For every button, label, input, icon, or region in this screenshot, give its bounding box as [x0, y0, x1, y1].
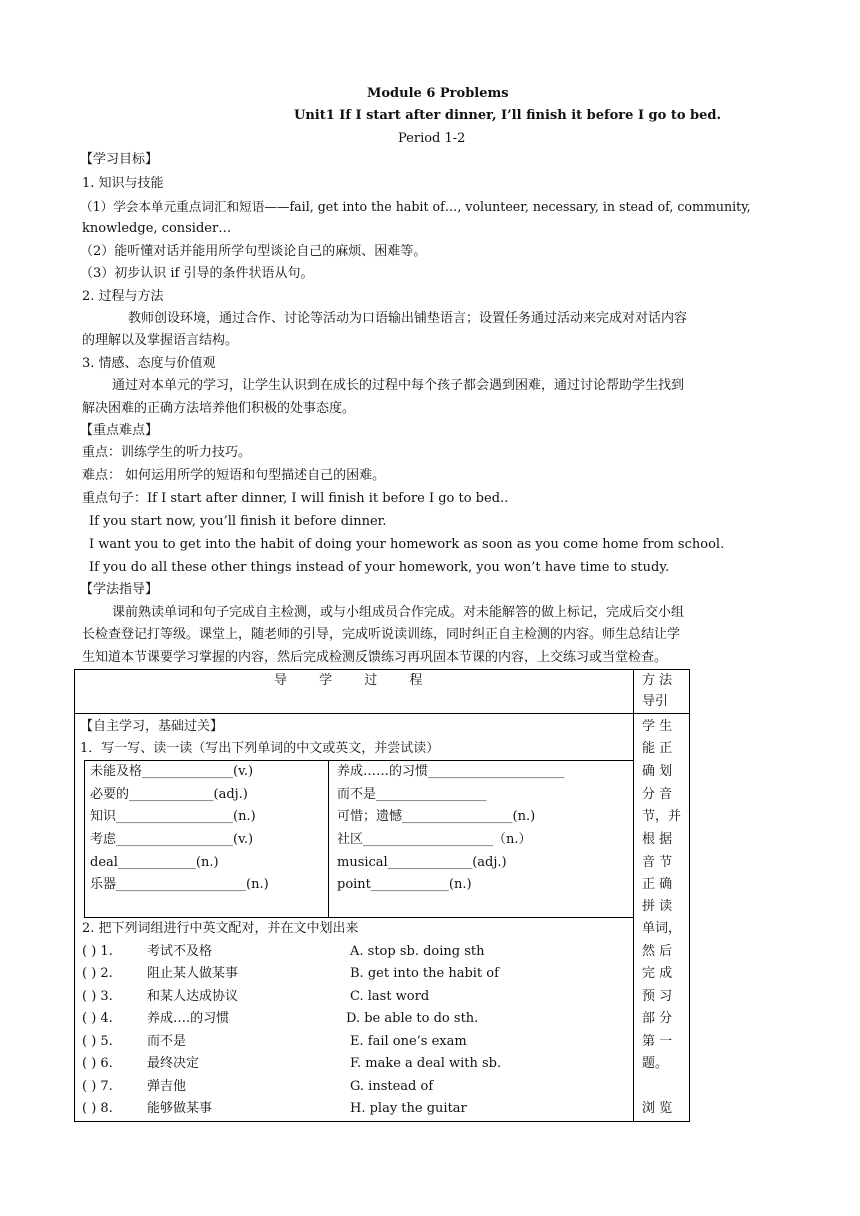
vocab-right-item: point____________(n.) [337, 877, 472, 892]
side-guide-line: 拼 读 [642, 899, 673, 914]
match-row-number: ( ) 3. [82, 989, 113, 1004]
objective-3-text-b: 解决困难的正确方法培养他们积极的处事态度。 [82, 401, 356, 416]
match-row-number: ( ) 7. [82, 1079, 113, 1094]
side-guide-line: 单词， [642, 921, 682, 936]
table-header-main: 导 学 过 程 [274, 673, 423, 688]
match-row-english: F. make a deal with sb. [350, 1056, 502, 1071]
objective-2-title: 2. 过程与方法 [82, 289, 164, 304]
vocab-right-item: 社区____________________（n.） [337, 832, 532, 847]
objectives-heading: 【学习目标】 [80, 152, 159, 167]
objective-1-item-2: （2）能听懂对话并能用所学句型谈论自己的麻烦、困难等。 [80, 244, 427, 259]
vocab-left-item: 考虑__________________(v.) [90, 832, 254, 847]
match-row-chinese: 考试不及格 [147, 944, 213, 959]
match-row-number: ( ) 6. [82, 1056, 113, 1071]
keypoints-sentence-3: If you do all these other things instead of your homework, you won’t have time to study. [89, 560, 670, 575]
match-row-number: ( ) 4. [82, 1011, 113, 1026]
match-row-chinese: 能够做某事 [147, 1101, 213, 1116]
section-title: 【自主学习，基础过关】 [80, 719, 224, 734]
objective-1-item-3: （3）初步认识 if 引导的条件状语从句。 [80, 266, 314, 281]
table-header-side-2: 导引 [642, 694, 669, 709]
side-guide-line: 分 音 [642, 787, 673, 802]
match-row-chinese: 养成….的习惯 [147, 1011, 230, 1026]
match-row-number: ( ) 1. [82, 944, 113, 959]
module-title: Module 6 Problems [367, 86, 509, 101]
objective-1-title: 1. 知识与技能 [82, 176, 164, 191]
side-guide-line: 能 正 [642, 741, 673, 756]
vocab-left-item: 必要的_____________(adj.) [90, 787, 248, 802]
unit-title: Unit1 If I start after dinner, I’ll finish it before I go to bed. [294, 108, 722, 123]
task-2-instruction: 2. 把下列词组进行中英文配对，并在文中划出来 [82, 921, 359, 936]
match-row-english: D. be able to do sth. [346, 1011, 479, 1026]
vocab-right-item: 而不是_________________ [337, 787, 487, 802]
match-row-chinese: 弹吉他 [147, 1079, 187, 1094]
vocab-right-item: 可惜；遗憾_________________(n.) [337, 809, 536, 824]
match-row-english: C. last word [350, 989, 430, 1004]
keypoints-sentence-2: I want you to get into the habit of doing your homework as soon as you come home from school. [89, 537, 725, 552]
match-row-chinese: 而不是 [147, 1034, 187, 1049]
match-row-english: E. fail one’s exam [350, 1034, 467, 1049]
match-row-number: ( ) 2. [82, 966, 113, 981]
side-guide-line: 题。 [642, 1056, 669, 1071]
match-row-chinese: 最终决定 [147, 1056, 200, 1071]
task-1-instruction: 1．写一写、读一读（写出下列单词的中文或英文，并尝试读） [80, 741, 440, 756]
objective-3-title: 3. 情感、态度与价值观 [82, 356, 216, 371]
keypoints-heading: 【重点难点】 [80, 423, 159, 438]
side-guide-line: 确 划 [642, 764, 673, 779]
keypoints-sentence-1: If you start now, you’ll finish it before dinner. [89, 514, 387, 529]
side-guide-line: 第 一 [642, 1034, 673, 1049]
match-row-number: ( ) 8. [82, 1101, 113, 1116]
side-guide-line: 学 生 [642, 719, 673, 734]
objective-2-text-a: 教师创设环境，通过合作、讨论等活动为口语输出铺垫语言；设置任务通过活动来完成对对话内容 [128, 311, 688, 326]
objective-2-text-b: 的理解以及掌握语言结构。 [82, 333, 239, 348]
objective-1-item-1a: （1）学会本单元重点词汇和短语——fail, get into the habit of…, volunteer, necessary, in stead of, community, [80, 199, 751, 214]
objective-1-item-1b: knowledge, consider… [82, 221, 232, 236]
vocab-left-item: deal____________(n.) [90, 855, 219, 870]
method-text-b: 长检查登记打等级。课堂上，随老师的引导，完成听说读训练，同时纠正自主检测的内容。师生总结让学 [82, 627, 681, 642]
keypoints-difficulty: 难点： 如何运用所学的短语和句型描述自己的困难。 [82, 468, 386, 483]
method-text-a: 课前熟读单词和句子完成自主检测，或与小组成员合作完成。对未能解答的做上标记，完成后交小组 [112, 605, 685, 620]
side-guide-line: 根 据 [642, 832, 673, 847]
method-heading: 【学法指导】 [80, 582, 159, 597]
side-guide-line: 然 后 [642, 944, 673, 959]
method-text-c: 生知道本节课要学习掌握的内容，然后完成检测反馈练习再巩固本节课的内容，上交练习或当堂检查。 [82, 650, 668, 665]
side-guide-line: 浏 览 [642, 1101, 673, 1116]
side-guide-line: 预 习 [642, 989, 673, 1004]
side-guide-line: 音 节 [642, 855, 673, 870]
match-row-number: ( ) 5. [82, 1034, 113, 1049]
side-guide-line: 完 成 [642, 966, 673, 981]
keypoints-sentences-label: 重点句子：If I start after dinner, I will finish it before I go to bed.. [82, 491, 509, 506]
side-guide-line: 正 确 [642, 877, 673, 892]
match-row-chinese: 阻止某人做某事 [147, 966, 239, 981]
side-guide-line: 节，并 [642, 809, 682, 824]
match-row-english: B. get into the habit of [350, 966, 499, 981]
match-row-english: A. stop sb. doing sth [350, 944, 485, 959]
side-guide-line: 部 分 [642, 1011, 673, 1026]
vocab-left-item: 乐器____________________(n.) [90, 877, 269, 892]
table-header-side-1: 方 法 [642, 673, 673, 688]
period-label: Period 1-2 [398, 131, 466, 146]
match-row-chinese: 和某人达成协议 [147, 989, 239, 1004]
vocab-right-item: musical_____________(adj.) [337, 855, 507, 870]
vocab-left-item: 知识__________________(n.) [90, 809, 256, 824]
keypoints-focus: 重点：训练学生的听力技巧。 [82, 445, 252, 460]
vocab-left-item: 未能及格______________(v.) [90, 764, 254, 779]
match-row-english: G. instead of [350, 1079, 434, 1094]
vocab-right-item: 养成……的习惯_____________________ [337, 764, 565, 779]
objective-3-text-a: 通过对本单元的学习，让学生认识到在成长的过程中每个孩子都会遇到困难，通过讨论帮助学生找到 [112, 378, 685, 393]
match-row-english: H. play the guitar [350, 1101, 467, 1116]
